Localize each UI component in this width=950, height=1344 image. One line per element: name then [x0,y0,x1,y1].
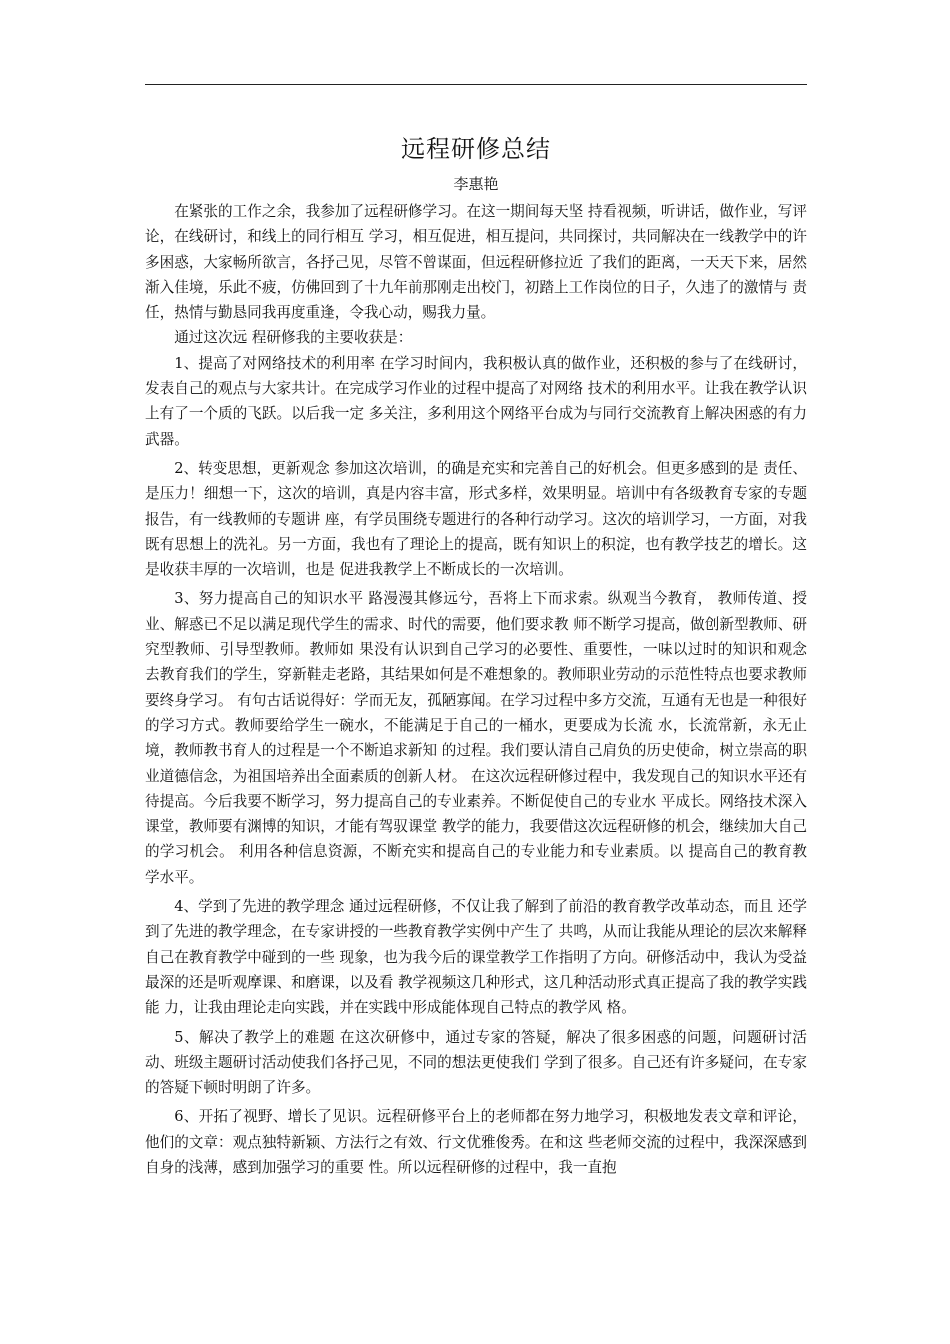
paragraph-gain-5: 5、解决了教学上的难题 在这次研修中，通过专家的答疑，解决了很多困惑的问题，问题研讨活动、班级主题研讨活动使我们各抒己见，不同的想法更使我们 学到了很多。自己还有许多疑问，在专家的答疑下顿时明朗了许多。 [145,1028,807,1097]
document-page [145,84,807,1180]
paragraph-gain-1: 1、提高了对网络技术的利用率 在学习时间内，我积极认真的做作业，还积极的参与了在线研讨， 发表自己的观点与大家共计。在完成学习作业的过程中提高了对网络 技术的利用水平。让我在教学认识上有了一个质的飞跃。以后我一定 多关注，多利用这个网络平台成为与同行交流教育上解决困惑的有力 武器。 [145,354,807,448]
paragraph-gain-2: 2、转变思想，更新观念 参加这次培训，的确是充实和完善自己的好机会。但更多感到的是 责任、是压力！细想一下，这次的培训，真是内容丰富，形式多样，效果明显。培训中有各级教育专家的专题报告，有一线教师的专题讲 座，有学员围绕专题进行的各种行动学习。这次的培训学习，一方面，对我既有思想上的洗礼。另一方面，我也有了理论上的提高，既有知识上的积淀，也有教学技艺的增长。这是收获丰厚的一次培训，也是 促进我教学上不断成长的一次培训。 [145,459,807,579]
paragraph-gain-3: 3、努力提高自己的知识水平 路漫漫其修远兮，吾将上下而求索。纵观当今教育， 教师传道、授业、解惑已不足以满足现代学生的需求、时代的需要，他们要求教 师不断学习提高，做创新型教师、研究型教师、引导型教师。教师如 果没有认识到自己学习的必要性、重要性，一味以过时的知识和观念 去教育我们的学生，穿新鞋走老路，其结果如何是不难想象的。教师职业劳动的示范性特点也要求教师要终身学习。 有句古话说得好：学而无友，孤陋寡闻。在学习过程中多方交流，互通有无也是一种很好的学习方式。教师要给学生一碗水，不能满足于自己的一桶水，更要成为长流 水，长流常新，永无止境，教师教书育人的过程是一个不断追求新知 的过程。我们要认清自己肩负的历史使命，树立崇高的职业道德信念，为祖国培养出全面素质的创新人材。 在这次远程研修过程中，我发现自己的知识水平还有待提高。今后我要不断学习，努力提高自己的专业素养。不断促使自己的专业水 平成长。网络技术深入课堂，教师要有渊博的知识，才能有驾驭课堂 教学的能力，我要借这次远程研修的机会，继续加大自己的学习机会。 利用各种信息资源，不断充实和提高自己的专业能力和专业素质。以 提高自己的教育教学水平。 [145,590,807,886]
paragraph-gain-6: 6、开拓了视野、增长了见识。远程研修平台上的老师都在努力地学习，积极地发表文章和评论，他们的文章：观点独特新颖、方法行之有效、行文优雅俊秀。在和这 些老师交流的过程中，我深深感到自身的浅薄，感到加强学习的重要 性。所以远程研修的过程中，我一直抱 [145,1108,807,1176]
header-rule [145,84,807,85]
paragraph-summary-lead: 通过这次远 程研修我的主要收获是： [174,329,413,347]
paragraph-intro: 在紧张的工作之余，我参加了远程研修学习。在这一期间每天坚 持看视频，听讲话，做作业，写评论，在线研讨，和线上的同行相互 学习，相互促进，相互提问，共同探讨，共同解决在一线教学中的许 多困惑，大家畅所欲言，各抒己见，尽管不曾谋面，但远程研修拉近 了我们的距离，一天天下来，居然渐入佳境，乐此不疲，仿佛回到了十九年前那刚走出校门，初踏上工作岗位的日子，久违了的激情与 责任，热情与勤恳同我再度重逢，令我心动，赐我力量。 [145,203,807,322]
document-title: 远程研修总结 [401,135,551,163]
document-author: 李惠艳 [453,175,499,193]
paragraph-gain-4: 4、学到了先进的教学理念 通过远程研修，不仅让我了解到了前沿的教育教学改革动态，而且 还学到了先进的教学理念，在专家讲授的一些教育教学实例中产生了 共鸣，从而让我能从理论的层次来解释自己在教育教学中碰到的一些 现象，也为我今后的课堂教学工作指明了方向。研修活动中，我认为受益最深的还是听观摩课、和磨课，以及看 教学视频这几种形式，这几种活动形式真正提高了我的教学实践能 力，让我由理论走向实践，并在实践中形成能体现自己特点的教学风 格。 [145,898,807,1017]
document-body [145,199,807,1180]
